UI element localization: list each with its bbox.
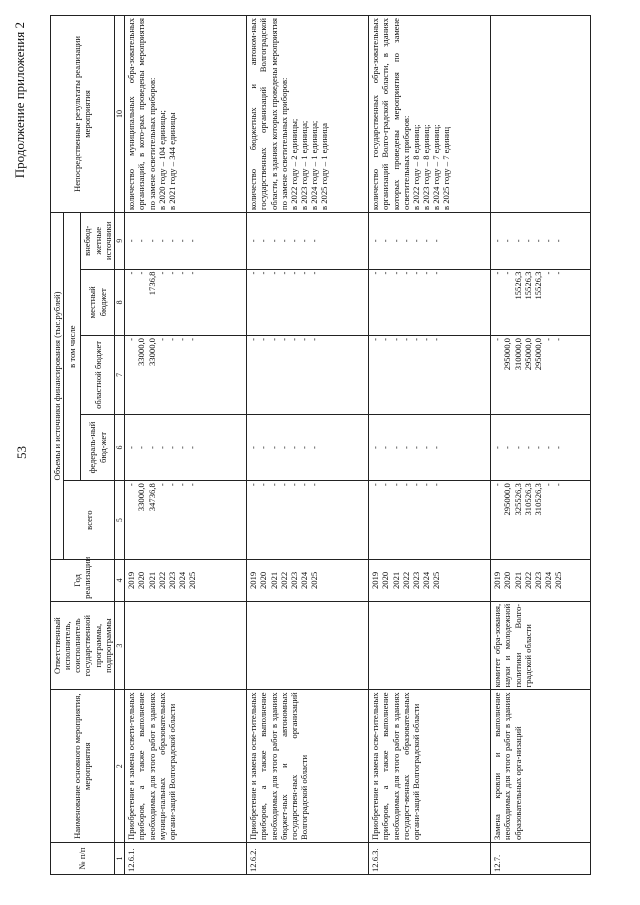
local-cell: - - - - - - - [247, 269, 369, 335]
row-number: 12.6.3. [369, 843, 491, 875]
table-row [247, 16, 369, 875]
header-results: Непосредственные результаты реализации мероприятия [51, 16, 115, 213]
header-activity-name: Наименование основного мероприятия, мероприятия [51, 690, 115, 843]
federal-cell: - - - - - - - [491, 414, 591, 480]
federal-cell: - - - - - - - [247, 414, 369, 480]
local-cell: - - 1736,8 - - - - [125, 269, 247, 335]
header-number: № п/п [51, 843, 115, 875]
regional-cell: - - - - - - - [369, 336, 491, 415]
total-cell: - 295000,0 325526,3 310526,3 310526,3 - - [491, 481, 591, 560]
local-cell: - - 15526,3 15526,3 15526,3 - - [491, 269, 591, 335]
regional-cell: - - - - - - - [247, 336, 369, 415]
responsible [369, 601, 491, 690]
column-number: 8 [114, 269, 124, 335]
activity-name: Замена кровли и выполнение необходимых для этого работ в зданиях образовательных орга-низаций [491, 690, 591, 843]
years-cell: 2019 2020 2021 2022 2023 2024 2025 [491, 560, 591, 602]
header-responsible: Ответственный исполнитель, соисполнитель государственной программы, подпрограммы [51, 601, 115, 690]
table-row [125, 16, 247, 875]
header-federal: федераль-ный бюд-жет [81, 414, 114, 480]
column-number: 7 [114, 336, 124, 415]
header-financing: Объемы и источники финансирования (тыс.рублей) [51, 212, 64, 559]
years-cell: 2019 2020 2021 2022 2023 2024 2025 [247, 560, 369, 602]
responsible: комитет обра-зования, науки и молодежной политики Волго-градской области [491, 601, 591, 690]
header-including: в том числе [64, 212, 81, 480]
extrabudget-cell: - - - - - - - [125, 212, 247, 269]
federal-cell: - - - - - - - [369, 414, 491, 480]
local-cell: - - - - - - - [369, 269, 491, 335]
total-cell: - - - - - - - [369, 481, 491, 560]
activity-name: Приобретение и замена осве-тительных приборов, а также выполнение необходимых для этого работ в зданиях бюджет-ных и автономных государствен-ных организаций Волгоградской области [247, 690, 369, 843]
appendix-continuation-label: Продолжение приложения 2 [12, 22, 27, 179]
activity-name: Приобретение и замена осве-тительных приборов, а также выполнение необходимых для этого работ в зданиях государст-венных образовательных органи-заций Волгоградской области [369, 690, 491, 843]
header-extrabudget: внебюд-жетные источники [81, 212, 114, 269]
page-number: 53 [14, 446, 29, 459]
row-number: 12.6.1. [125, 843, 247, 875]
years-cell: 2019 2020 2021 2022 2023 2024 2025 [125, 560, 247, 602]
table-row [491, 16, 591, 875]
responsible [125, 601, 247, 690]
responsible [247, 601, 369, 690]
activity-name: Приобретение и замена освети-тельных приборов, а также выполнение необходимых для этого работ в зданиях муници-пальных образовательных органи-заций Волгоградской области [125, 690, 247, 843]
total-cell: - - - - - - - [247, 481, 369, 560]
table-row [369, 16, 491, 875]
results-cell [491, 16, 591, 213]
column-number: 9 [114, 212, 124, 269]
results-cell: количество муниципальных обра-зовательных организаций, в кото-рых проведены мероприятия по замене осветительных приборов: в 2020 году – 104 единицы; в 2021 году – 344 единицы [125, 16, 247, 213]
total-cell: - 33000,0 34736,8 - - - - [125, 481, 247, 560]
extrabudget-cell: - - - - - - - [247, 212, 369, 269]
row-number: 12.7. [491, 843, 591, 875]
column-number: 3 [114, 601, 124, 690]
row-number: 12.6.2. [247, 843, 369, 875]
column-number: 6 [114, 414, 124, 480]
header-year: Год реализации [51, 560, 115, 602]
results-cell: количество государственных обра-зовательных организаций Волго-градской области, в зданиях которых проведены мероприятия по замене осветительных приборов: в 2022 году – 8 единиц; в 2023 году – 8 единиц; в 2024 году – 7 единиц; в 2025 году – 7 единиц [369, 16, 491, 213]
federal-cell: - - - - - - - [125, 414, 247, 480]
program-activities-table [50, 15, 591, 875]
extrabudget-cell: - - - - - - - [369, 212, 491, 269]
years-cell: 2019 2020 2021 2022 2023 2024 2025 [369, 560, 491, 602]
header-total: всего [64, 481, 115, 560]
header-local: местный бюджет [81, 269, 114, 335]
column-number: 1 [114, 843, 124, 875]
results-cell: количество бюджетных и автоном-ных государственных организаций Волгоградской области, в зданиях которых проведены мероприятия по замене осветительных приборов: в 2022 году – 2 единицы; в 2023 году – 1 единица; в 2024 году – 1 единица; в 2025 году – 1 единица [247, 16, 369, 213]
regional-cell: - 33000,0 33000,0 - - - - [125, 336, 247, 415]
column-number: 10 [114, 16, 124, 213]
column-number: 5 [114, 481, 124, 560]
extrabudget-cell: - - - - - - - [491, 212, 591, 269]
header-regional: областной бюджет [81, 336, 114, 415]
column-number: 2 [114, 690, 124, 843]
regional-cell: - 295000,0 310000,0 295000,0 295000,0 - - [491, 336, 591, 415]
column-number: 4 [114, 560, 124, 602]
